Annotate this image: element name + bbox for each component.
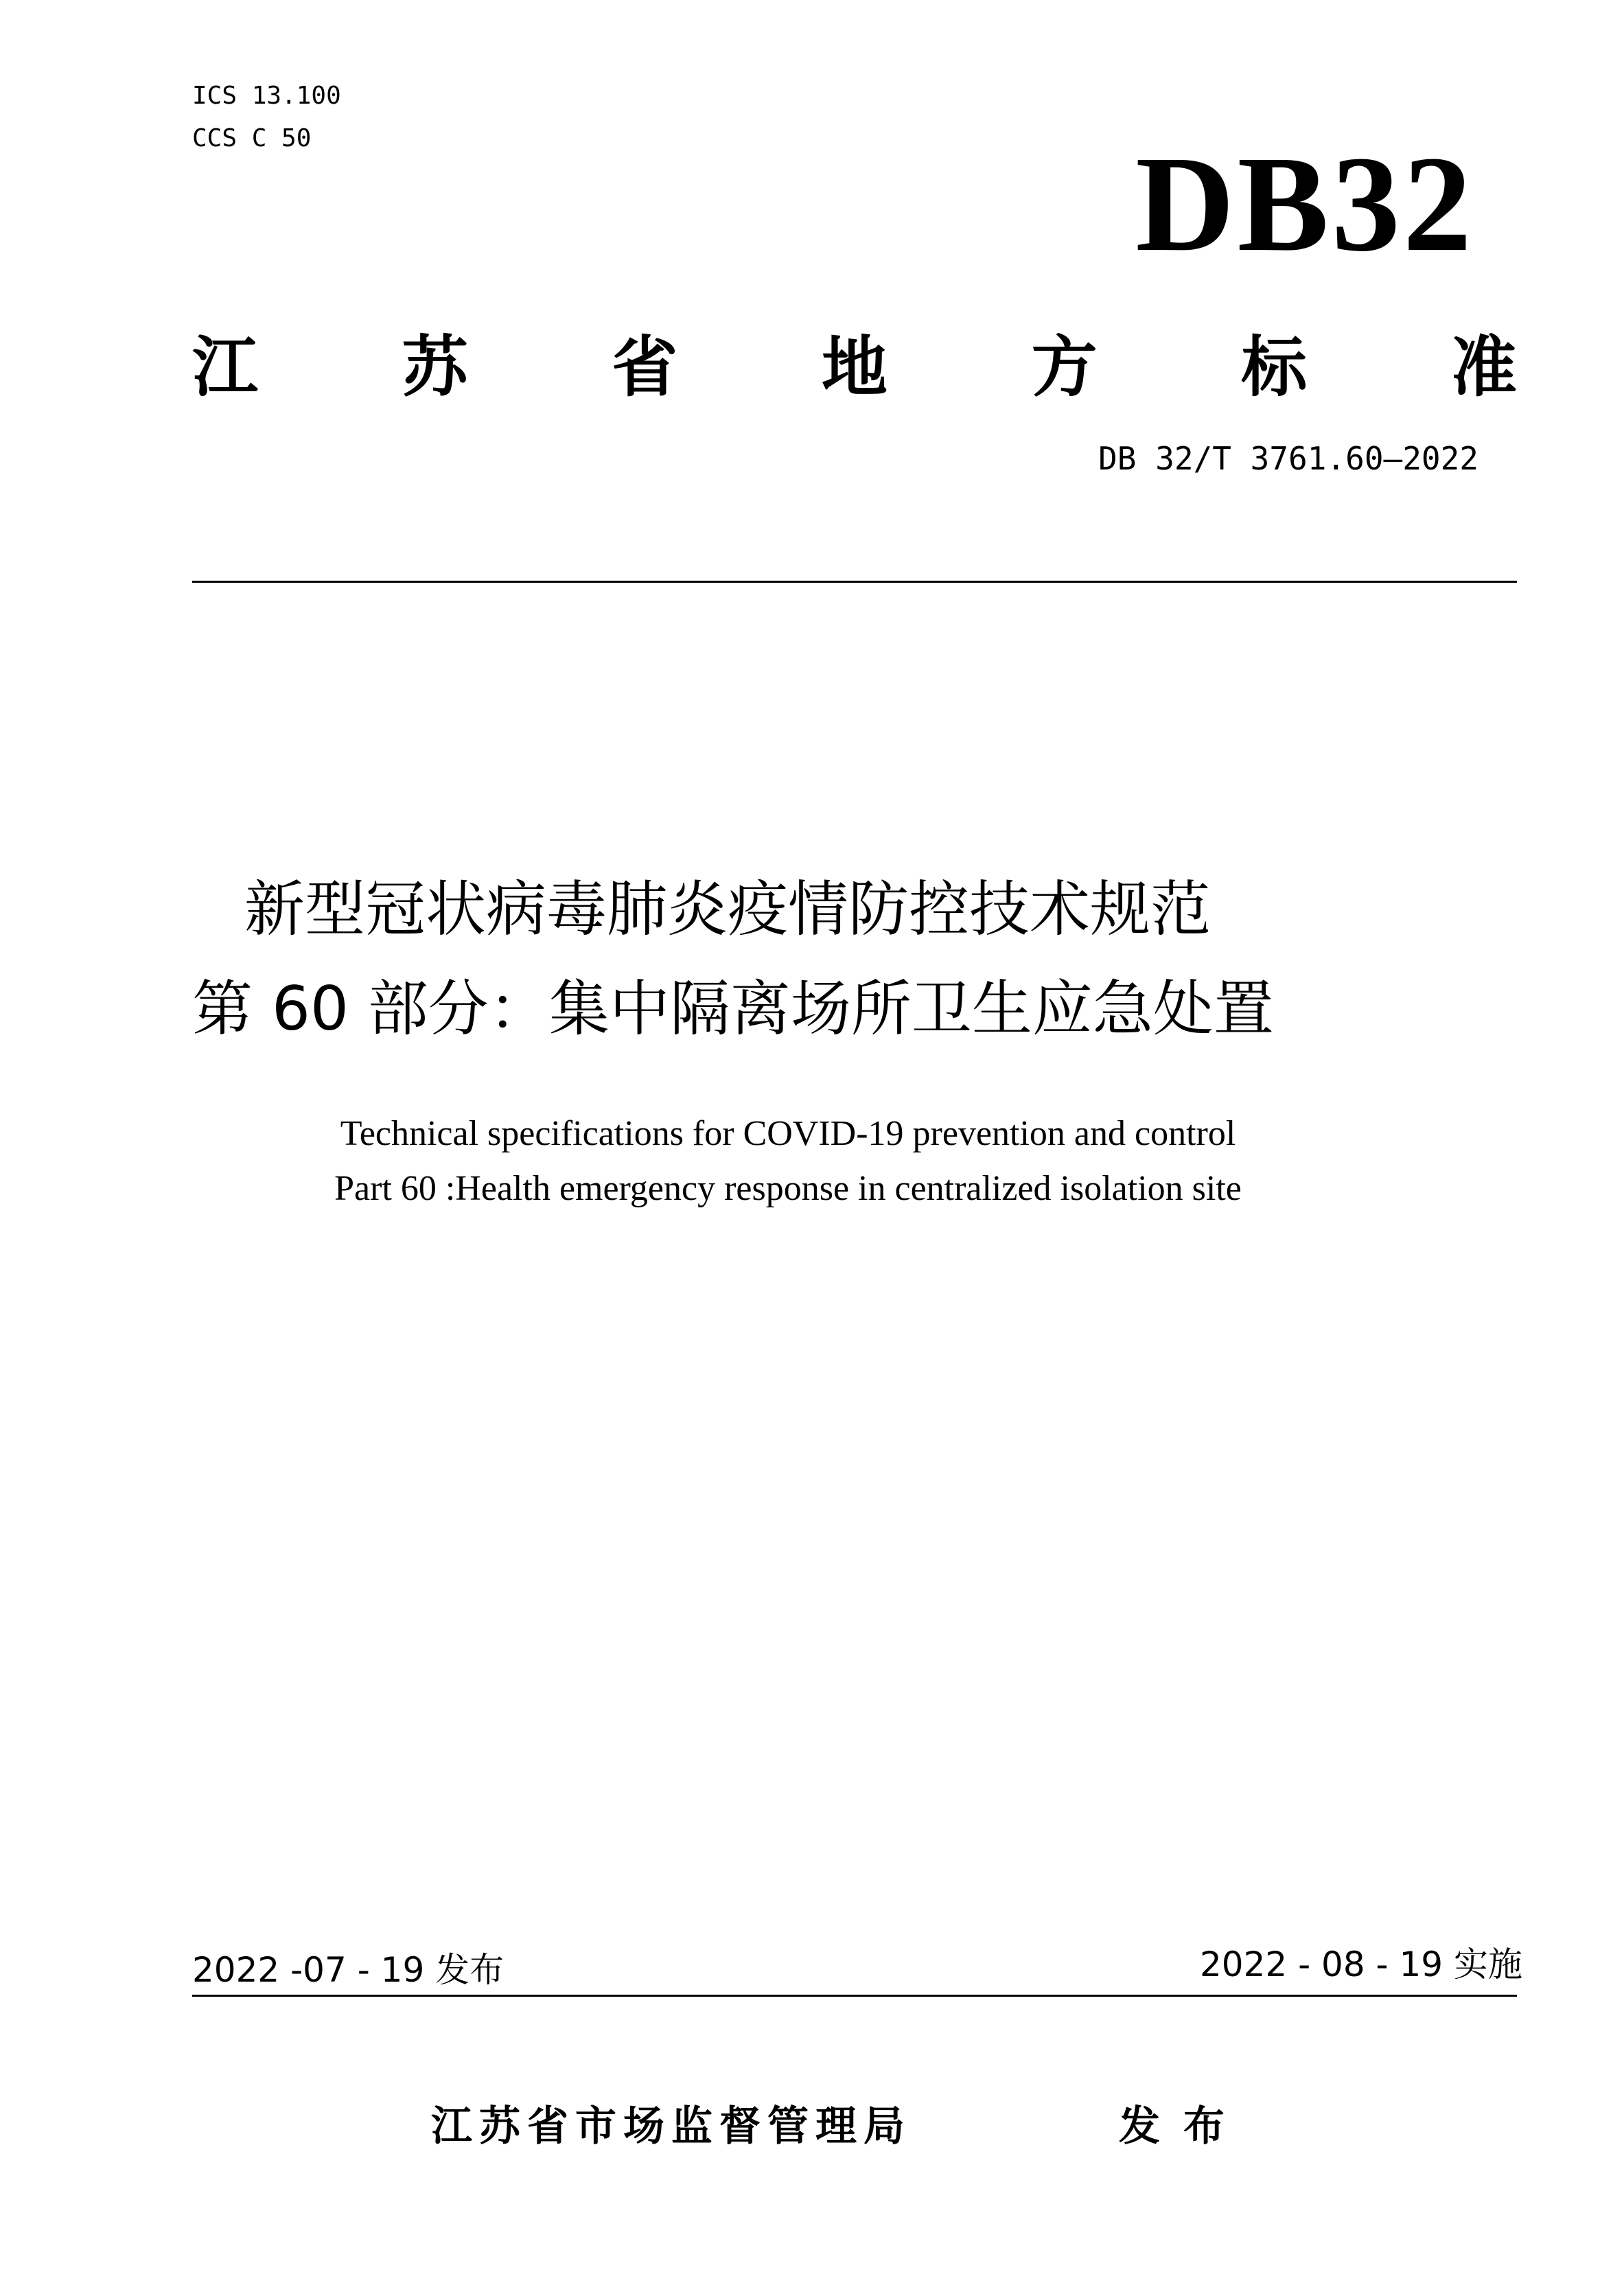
top-divider	[192, 581, 1517, 583]
english-title-line-2: Part 60 :Health emergency response in centralized isolation site	[334, 1169, 1242, 1208]
region-title-char: 方	[1031, 328, 1098, 406]
standard-number: DB 32/T 3761.60—2022	[1098, 440, 1478, 477]
issue-date: 2022 -07 - 19 发布	[192, 1950, 504, 1990]
standard-code-logo: DB32	[1135, 128, 1474, 280]
region-title-char: 地	[821, 328, 888, 406]
region-title-char: 江	[192, 328, 258, 406]
region-standard-title	[192, 310, 1517, 413]
publisher-name: 江苏省市场监督管理局	[431, 2102, 912, 2150]
bottom-divider	[192, 1995, 1517, 1997]
region-title-char: 苏	[402, 328, 468, 406]
ics-code: ICS 13.100	[192, 82, 341, 110]
publish-label: 发布	[1119, 2102, 1248, 2150]
region-title-char: 准	[1450, 328, 1517, 406]
region-title-char: 标	[1241, 328, 1308, 406]
chinese-title-line-1: 新型冠状病毒肺炎疫情防控技术规范	[244, 874, 1211, 944]
region-title-char: 省	[612, 328, 678, 406]
ccs-code: CCS C 50	[192, 124, 312, 152]
english-title-line-1: Technical specifications for COVID-19 prevention and control	[340, 1114, 1236, 1153]
chinese-title-line-2: 第 60 部分：集中隔离场所卫生应急处置	[192, 973, 1274, 1044]
implementation-date: 2022 - 08 - 19 实施	[1199, 1945, 1522, 1984]
